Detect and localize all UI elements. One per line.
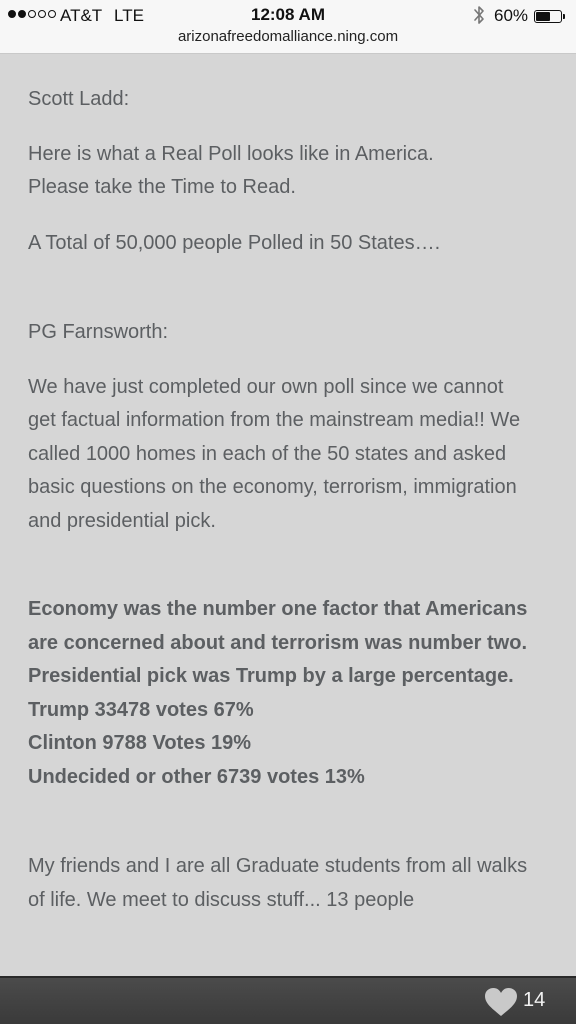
intro-line: Here is what a Real Poll looks like in America. bbox=[28, 142, 434, 165]
body-paragraph: We have just completed our own poll since we cannot get factual information from the mainstream media!! We called 1000 homes in each of the 50 states and asked basic questions on the economy, terrorism, immigration and presidential pick. bbox=[28, 375, 521, 532]
heart-icon[interactable] bbox=[484, 987, 518, 1017]
results-trump: Trump 33478 votes 67% bbox=[28, 698, 254, 721]
like-count: 14 bbox=[523, 989, 546, 1011]
post-content[interactable] bbox=[0, 54, 576, 976]
bluetooth-icon bbox=[472, 5, 486, 25]
carrier-name: AT&T bbox=[60, 6, 103, 25]
author-label: Scott Ladd: bbox=[28, 88, 130, 110]
intro-paragraph bbox=[28, 138, 536, 205]
battery-percent: 60% bbox=[494, 6, 529, 25]
results-pick: Presidential pick was Trump by a large percentage. bbox=[28, 665, 514, 687]
results-clinton: Clinton 9788 Votes 19% bbox=[28, 732, 252, 754]
status-time: 12:08 AM bbox=[250, 5, 325, 24]
battery-fill bbox=[536, 12, 550, 21]
battery-nub bbox=[563, 14, 565, 19]
battery-icon bbox=[534, 10, 562, 23]
poll-results bbox=[28, 593, 536, 794]
friends-paragraph: My friends and I are all Graduate students from all walks of life. We meet to discuss stuff... 13 people bbox=[28, 855, 528, 911]
poll-total: A Total of 50,000 people Polled in 50 States…. bbox=[28, 231, 441, 254]
status-row bbox=[0, 4, 576, 26]
results-undecided: Undecided or other 6739 votes 13% bbox=[28, 765, 365, 788]
status-bar bbox=[0, 0, 576, 54]
address-bar-url[interactable]: arizonafreedomalliance.ning.com bbox=[177, 28, 399, 45]
results-economy: Economy was the number one factor that Americans are concerned about and terrorism was number two. bbox=[28, 598, 528, 654]
network-type: LTE bbox=[114, 6, 144, 25]
intro-line: Please take the Time to Read. bbox=[28, 176, 296, 198]
author-label: PG Farnsworth: bbox=[28, 321, 169, 343]
bottom-toolbar bbox=[0, 976, 576, 1024]
